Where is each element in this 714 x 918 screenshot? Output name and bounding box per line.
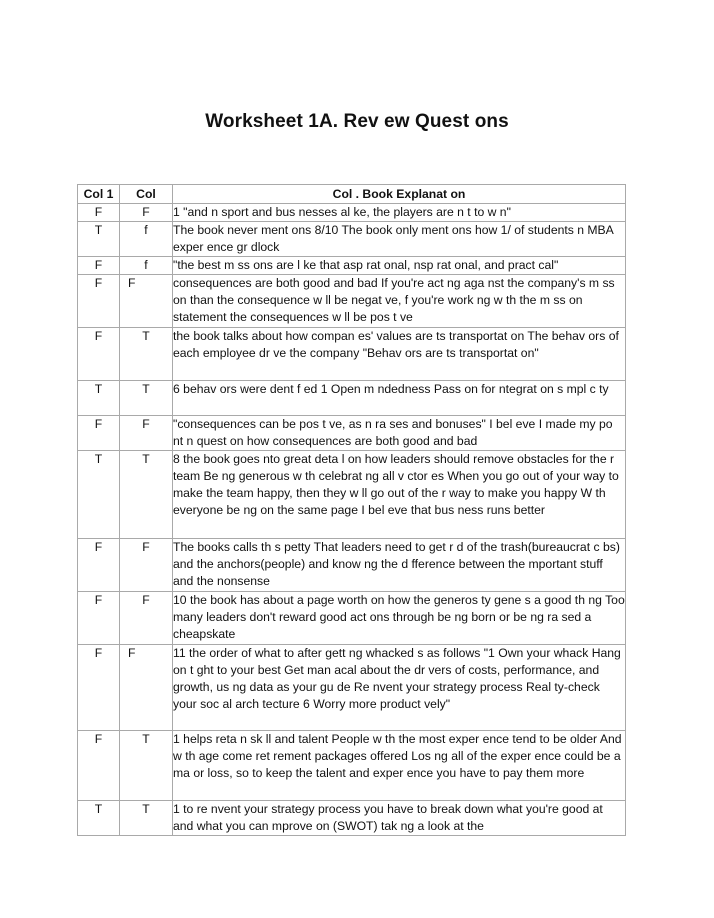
- table-row: [78, 645, 626, 731]
- table-row: [78, 204, 626, 222]
- table-row: [78, 275, 626, 328]
- explanation-cell: 11 the order of what to after gett ng whacked s as follows "1 Own your whack Hang on t ght to your best Get man acal about the dr vers of costs, performance, and growth, us ng data as your gu de Re nvent your strategy process Real ty-check your soc al arch tecture 6 Worry more product vely": [173, 645, 626, 731]
- col1-cell: T: [78, 451, 120, 539]
- table-row: [78, 801, 626, 836]
- col2-cell: F: [120, 275, 173, 328]
- explanation-cell: 8 the book goes nto great deta l on how leaders should remove obstacles for the r team Be ng generous w th celebrat ng all v ctor es When you go out of your way to make the team happy, then they w ll go out of the r way to make you happy W th everyone be ng on the same page I bel eve that bus ness runs better: [173, 451, 626, 539]
- col2-cell: T: [120, 801, 173, 836]
- explanation-cell: the book talks about how compan es' values are ts transportat on The behav ors of each employee dr ve the company "Behav ors are ts transportat on": [173, 328, 626, 381]
- col1-cell: F: [78, 257, 120, 275]
- col2-cell: T: [120, 451, 173, 539]
- explanation-cell: The book never ment ons 8/10 The book only ment ons how 1/ of students n MBA exper ence gr dlock: [173, 222, 626, 257]
- table-header-row: [78, 185, 626, 204]
- col1-cell: F: [78, 731, 120, 801]
- table-row: [78, 731, 626, 801]
- table-row: [78, 592, 626, 645]
- col1-cell: T: [78, 381, 120, 416]
- col1-cell: T: [78, 222, 120, 257]
- explanation-cell: The books calls th s petty That leaders need to get r d of the trash(bureaucrat c bs) and the anchors(people) and know ng the d fference between the mportant stuff and the nonsense: [173, 539, 626, 592]
- column-header-1: Col 1: [78, 185, 120, 204]
- table-row: [78, 381, 626, 416]
- col1-cell: T: [78, 801, 120, 836]
- explanation-cell: "the best m ss ons are l ke that asp rat onal, nsp rat onal, and pract cal": [173, 257, 626, 275]
- explanation-cell: 10 the book has about a page worth on how the generos ty gene s a good th ng Too many leaders don't reward good act ons through be ng born or be ng ra sed a cheapskate: [173, 592, 626, 645]
- explanation-cell: "consequences can be pos t ve, as n ra ses and bonuses" I bel eve I made my po nt n quest on how consequences are both good and bad: [173, 416, 626, 451]
- explanation-cell: 6 behav ors were dent f ed 1 Open m ndedness Pass on for ntegrat on s mpl c ty: [173, 381, 626, 416]
- col1-cell: F: [78, 275, 120, 328]
- col1-cell: F: [78, 592, 120, 645]
- table-row: [78, 416, 626, 451]
- column-header-2: Col: [120, 185, 173, 204]
- table-row: [78, 257, 626, 275]
- col2-cell: f: [120, 222, 173, 257]
- col2-cell: T: [120, 731, 173, 801]
- col2-cell: T: [120, 328, 173, 381]
- table-row: [78, 222, 626, 257]
- col2-cell: F: [120, 204, 173, 222]
- col1-cell: F: [78, 539, 120, 592]
- page-title: Worksheet 1A. Rev ew Quest ons: [205, 111, 509, 132]
- review-questions-table: [77, 184, 626, 836]
- explanation-cell: 1 to re nvent your strategy process you have to break down what you're good at and what you can mprove on (SWOT) tak ng a look at the: [173, 801, 626, 836]
- col1-cell: F: [78, 204, 120, 222]
- col1-cell: F: [78, 328, 120, 381]
- table-row: [78, 451, 626, 539]
- table-row: [78, 328, 626, 381]
- col2-cell: F: [120, 645, 173, 731]
- column-header-3: Col . Book Explanat on: [173, 185, 626, 204]
- col2-cell: f: [120, 257, 173, 275]
- col2-cell: T: [120, 381, 173, 416]
- explanation-cell: 1 "and n sport and bus nesses al ke, the players are n t to w n": [173, 204, 626, 222]
- col2-cell: F: [120, 592, 173, 645]
- col2-cell: F: [120, 416, 173, 451]
- explanation-cell: consequences are both good and bad If you're act ng aga nst the company's m ss on than the consequence w ll be negat ve, f you're work ng w th the m ss on statement the consequences w ll be pos t ve: [173, 275, 626, 328]
- explanation-cell: 1 helps reta n sk ll and talent People w th the most exper ence tend to be older And w th age come ret rement packages offered Los ng all of the exper ence could be a ma or loss, so to keep the talent and exper ence you have to pay them more: [173, 731, 626, 801]
- table-row: [78, 539, 626, 592]
- col1-cell: F: [78, 416, 120, 451]
- col2-cell: F: [120, 539, 173, 592]
- col1-cell: F: [78, 645, 120, 731]
